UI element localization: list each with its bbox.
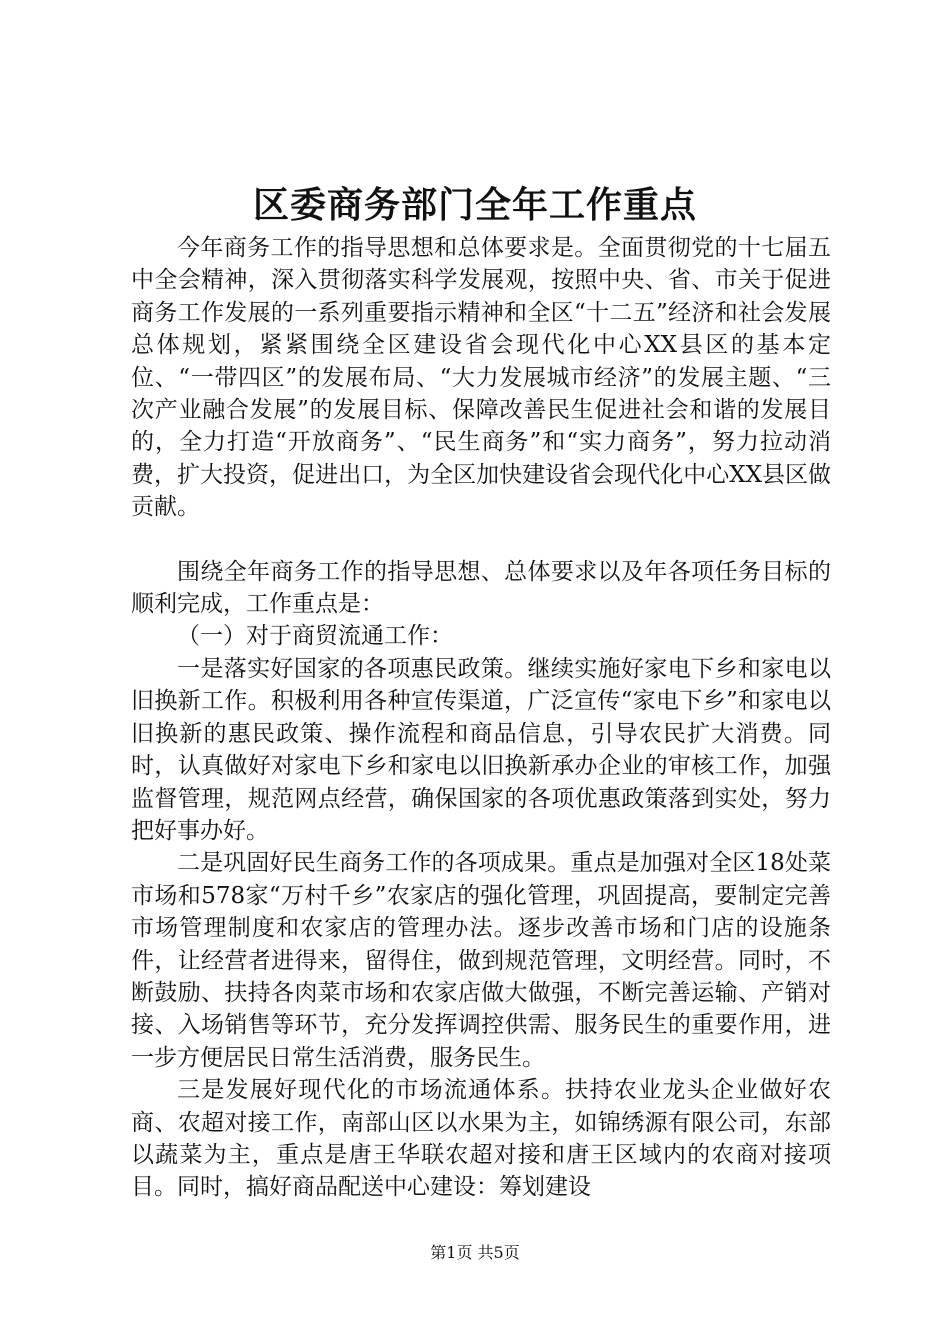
paragraph-spacer [131, 524, 831, 556]
document-body [131, 232, 831, 1204]
paragraph-point-one: 一是落实好国家的各项惠民政策。继续实施好家电下乡和家电以旧换新工作。积极利用各种宣传渠道，广泛宣传“家电下乡”和家电以旧换新的惠民政策、操作流程和商品信息，引导农民扩大消费。同时，认真做好对家电下乡和家电以旧换新承办企业的审核工作，加强监督管理，规范网点经营，确保国家的各项优惠政策落到实处，努力把好事办好。 [131, 655, 831, 844]
paragraph-guiding-ideology: 今年商务工作的指导思想和总体要求是。全面贯彻党的十七届五中全会精神，深入贯彻落实科学发展观，按照中央、省、市关于促进商务工作发展的一系列重要指示精神和全区“十二五”经济和社会发展总体规划，紧紧围绕全区建设省会现代化中心XX县区的基本定位、“一带四区”的发展布局、“大力发展城市经济”的发展主题、“三次产业融合发展”的发展目标、保障改善民生促进社会和谐的发展目的，全力打造“开放商务”、“民生商务”和“实力商务”，努力拉动消费，扩大投资，促进出口，为全区加快建设省会现代化中心XX县区做贡献。 [131, 235, 831, 521]
paragraph-work-focus-intro: 围绕全年商务工作的指导思想、总体要求以及年各项任务目标的顺利完成，工作重点是： [131, 558, 831, 618]
document-title: 区委商务部门全年工作重点 [252, 184, 697, 226]
paragraph-point-three: 三是发展好现代化的市场流通体系。扶持农业龙头企业做好农商、农超对接工作，南部山区以水果为主，如锦绣源有限公司，东部以蔬菜为主，重点是唐王华联农超对接和唐王区域内的农商对接项目。同时，搞好商品配送中心建设：筹划建设 [131, 1077, 831, 1201]
page-number-footer: 第1页 共5页 [430, 1243, 520, 1262]
paragraph-point-two: 二是巩固好民生商务工作的各项成果。重点是加强对全区18处菜市场和578家“万村千乡”农家店的强化管理，巩固提高，要制定完善市场管理制度和农家店的管理办法。逐步改善市场和门店的设施条件，让经营者进得来，留得住，做到规范管理，文明经营。同时，不断鼓励、扶持各肉菜市场和农家店做大做强，不断完善运输、产销对接、入场销售等环节，充分发挥调控供需、服务民生的重要作用，进一步方便居民日常生活消费，服务民生。 [131, 850, 831, 1071]
section-heading-trade-circulation: （一）对于商贸流通工作： [177, 623, 453, 650]
